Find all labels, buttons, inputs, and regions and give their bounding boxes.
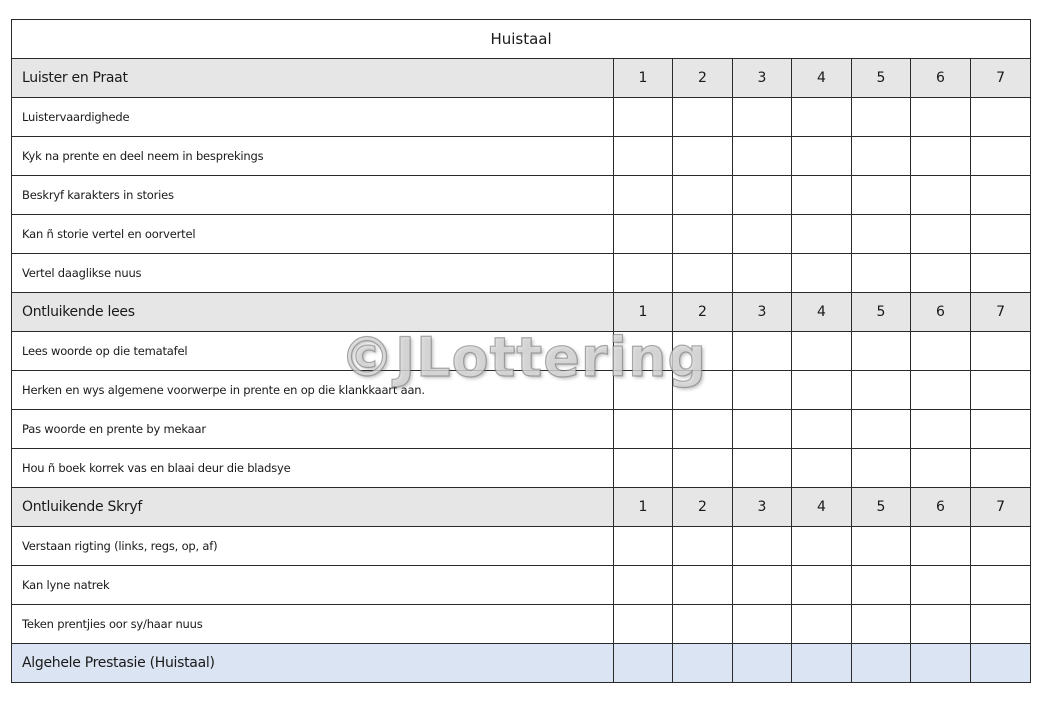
score-cell[interactable] <box>673 527 733 566</box>
score-cell[interactable] <box>733 98 792 137</box>
score-cell[interactable] <box>792 605 852 644</box>
score-cell[interactable] <box>733 527 792 566</box>
score-cell[interactable] <box>733 371 792 410</box>
score-cell[interactable] <box>971 566 1031 605</box>
criterion-label: Kan lyne natrek <box>12 566 614 605</box>
score-cell[interactable] <box>971 410 1031 449</box>
score-cell[interactable] <box>971 254 1031 293</box>
score-cell[interactable] <box>971 371 1031 410</box>
overall-score-cell[interactable] <box>733 644 792 683</box>
score-cell[interactable] <box>733 137 792 176</box>
score-cell[interactable] <box>971 605 1031 644</box>
overall-score-cell[interactable] <box>852 644 911 683</box>
section-heading: Ontluikende lees <box>12 293 614 332</box>
column-number-header: 5 <box>852 293 911 332</box>
score-cell[interactable] <box>733 410 792 449</box>
score-cell[interactable] <box>852 449 911 488</box>
criterion-label: Verstaan rigting (links, regs, op, af) <box>12 527 614 566</box>
score-cell[interactable] <box>911 371 971 410</box>
score-cell[interactable] <box>911 605 971 644</box>
column-number-header: 3 <box>733 59 792 98</box>
score-cell[interactable] <box>673 254 733 293</box>
score-cell[interactable] <box>911 176 971 215</box>
column-number-header: 6 <box>911 59 971 98</box>
column-number-header: 5 <box>852 59 911 98</box>
column-number-header: 7 <box>971 293 1031 332</box>
score-cell[interactable] <box>792 137 852 176</box>
score-cell[interactable] <box>911 566 971 605</box>
criterion-row <box>12 371 1031 410</box>
criterion-row <box>12 254 1031 293</box>
score-cell[interactable] <box>614 176 673 215</box>
score-cell[interactable] <box>911 215 971 254</box>
score-cell[interactable] <box>852 98 911 137</box>
score-cell[interactable] <box>852 527 911 566</box>
score-cell[interactable] <box>614 215 673 254</box>
score-cell[interactable] <box>614 332 673 371</box>
criterion-row <box>12 215 1031 254</box>
criterion-label: Luistervaardighede <box>12 98 614 137</box>
score-cell[interactable] <box>971 98 1031 137</box>
column-number-header: 2 <box>673 59 733 98</box>
score-cell[interactable] <box>614 449 673 488</box>
score-cell[interactable] <box>673 332 733 371</box>
score-cell[interactable] <box>673 605 733 644</box>
score-cell[interactable] <box>792 98 852 137</box>
score-cell[interactable] <box>792 215 852 254</box>
column-number-header: 6 <box>911 488 971 527</box>
column-number-header: 1 <box>614 488 673 527</box>
column-number-header: 2 <box>673 293 733 332</box>
overall-score-cell[interactable] <box>792 644 852 683</box>
score-cell[interactable] <box>792 410 852 449</box>
copyright-watermark: ©JLottering <box>340 326 708 389</box>
criterion-label: Vertel daaglikse nuus <box>12 254 614 293</box>
score-cell[interactable] <box>614 566 673 605</box>
column-number-header: 1 <box>614 293 673 332</box>
overall-score-cell[interactable] <box>614 644 673 683</box>
score-cell[interactable] <box>911 254 971 293</box>
section-header-row <box>12 488 1031 527</box>
score-cell[interactable] <box>852 410 911 449</box>
score-cell[interactable] <box>852 137 911 176</box>
score-cell[interactable] <box>733 215 792 254</box>
criterion-row <box>12 449 1031 488</box>
score-cell[interactable] <box>971 215 1031 254</box>
score-cell[interactable] <box>614 137 673 176</box>
score-cell[interactable] <box>911 332 971 371</box>
score-cell[interactable] <box>852 605 911 644</box>
overall-score-cell[interactable] <box>673 644 733 683</box>
criterion-row <box>12 98 1031 137</box>
score-cell[interactable] <box>911 449 971 488</box>
score-cell[interactable] <box>911 410 971 449</box>
score-cell[interactable] <box>673 449 733 488</box>
criterion-row <box>12 527 1031 566</box>
score-cell[interactable] <box>733 566 792 605</box>
column-number-header: 1 <box>614 59 673 98</box>
score-cell[interactable] <box>614 254 673 293</box>
score-cell[interactable] <box>733 332 792 371</box>
score-cell[interactable] <box>673 410 733 449</box>
section-header-row <box>12 293 1031 332</box>
criterion-row <box>12 410 1031 449</box>
score-cell[interactable] <box>673 215 733 254</box>
overall-score-cell[interactable] <box>911 644 971 683</box>
column-number-header: 3 <box>733 488 792 527</box>
score-cell[interactable] <box>673 371 733 410</box>
score-cell[interactable] <box>614 527 673 566</box>
score-cell[interactable] <box>733 254 792 293</box>
criterion-label: Kan ñ storie vertel en oorvertel <box>12 215 614 254</box>
score-cell[interactable] <box>673 98 733 137</box>
score-cell[interactable] <box>673 566 733 605</box>
table-body <box>12 20 1031 683</box>
criterion-row <box>12 176 1031 215</box>
column-number-header: 7 <box>971 488 1031 527</box>
column-number-header: 6 <box>911 293 971 332</box>
score-cell[interactable] <box>792 566 852 605</box>
score-cell[interactable] <box>792 332 852 371</box>
table-title: Huistaal <box>12 20 1031 59</box>
criterion-row <box>12 137 1031 176</box>
score-cell[interactable] <box>971 449 1031 488</box>
score-cell[interactable] <box>852 254 911 293</box>
criterion-label: Teken prentjies oor sy/haar nuus <box>12 605 614 644</box>
overall-performance-label: Algehele Prestasie (Huistaal) <box>12 644 614 683</box>
score-cell[interactable] <box>792 254 852 293</box>
score-cell[interactable] <box>852 176 911 215</box>
score-cell[interactable] <box>971 176 1031 215</box>
score-cell[interactable] <box>971 527 1031 566</box>
score-cell[interactable] <box>733 176 792 215</box>
score-cell[interactable] <box>852 215 911 254</box>
column-number-header: 4 <box>792 293 852 332</box>
score-cell[interactable] <box>614 371 673 410</box>
score-cell[interactable] <box>852 371 911 410</box>
score-cell[interactable] <box>792 371 852 410</box>
criterion-label: Pas woorde en prente by mekaar <box>12 410 614 449</box>
criterion-label: Beskryf karakters in stories <box>12 176 614 215</box>
overall-score-cell[interactable] <box>971 644 1031 683</box>
criterion-label: Kyk na prente en deel neem in besprekings <box>12 137 614 176</box>
score-cell[interactable] <box>852 332 911 371</box>
score-cell[interactable] <box>911 98 971 137</box>
column-number-header: 3 <box>733 293 792 332</box>
criterion-label: Herken en wys algemene voorwerpe in prente en op die klankkaart aan. <box>12 371 614 410</box>
criterion-row <box>12 332 1031 371</box>
score-cell[interactable] <box>673 137 733 176</box>
criterion-row <box>12 566 1031 605</box>
assessment-table <box>11 19 1031 683</box>
score-cell[interactable] <box>614 410 673 449</box>
score-cell[interactable] <box>733 605 792 644</box>
column-number-header: 5 <box>852 488 911 527</box>
score-cell[interactable] <box>614 98 673 137</box>
criterion-row <box>12 605 1031 644</box>
score-cell[interactable] <box>911 137 971 176</box>
score-cell[interactable] <box>971 332 1031 371</box>
column-number-header: 4 <box>792 488 852 527</box>
score-cell[interactable] <box>614 605 673 644</box>
score-cell[interactable] <box>792 527 852 566</box>
column-number-header: 7 <box>971 59 1031 98</box>
section-heading: Ontluikende Skryf <box>12 488 614 527</box>
title-row <box>12 20 1031 59</box>
score-cell[interactable] <box>911 527 971 566</box>
overall-performance-row <box>12 644 1031 683</box>
score-cell[interactable] <box>792 449 852 488</box>
score-cell[interactable] <box>971 137 1031 176</box>
column-number-header: 2 <box>673 488 733 527</box>
column-number-header: 4 <box>792 59 852 98</box>
section-heading: Luister en Praat <box>12 59 614 98</box>
section-header-row <box>12 59 1031 98</box>
score-cell[interactable] <box>673 176 733 215</box>
score-cell[interactable] <box>852 566 911 605</box>
score-cell[interactable] <box>733 449 792 488</box>
score-cell[interactable] <box>792 176 852 215</box>
criterion-label: Hou ñ boek korrek vas en blaai deur die bladsye <box>12 449 614 488</box>
criterion-label: Lees woorde op die tematafel <box>12 332 614 371</box>
